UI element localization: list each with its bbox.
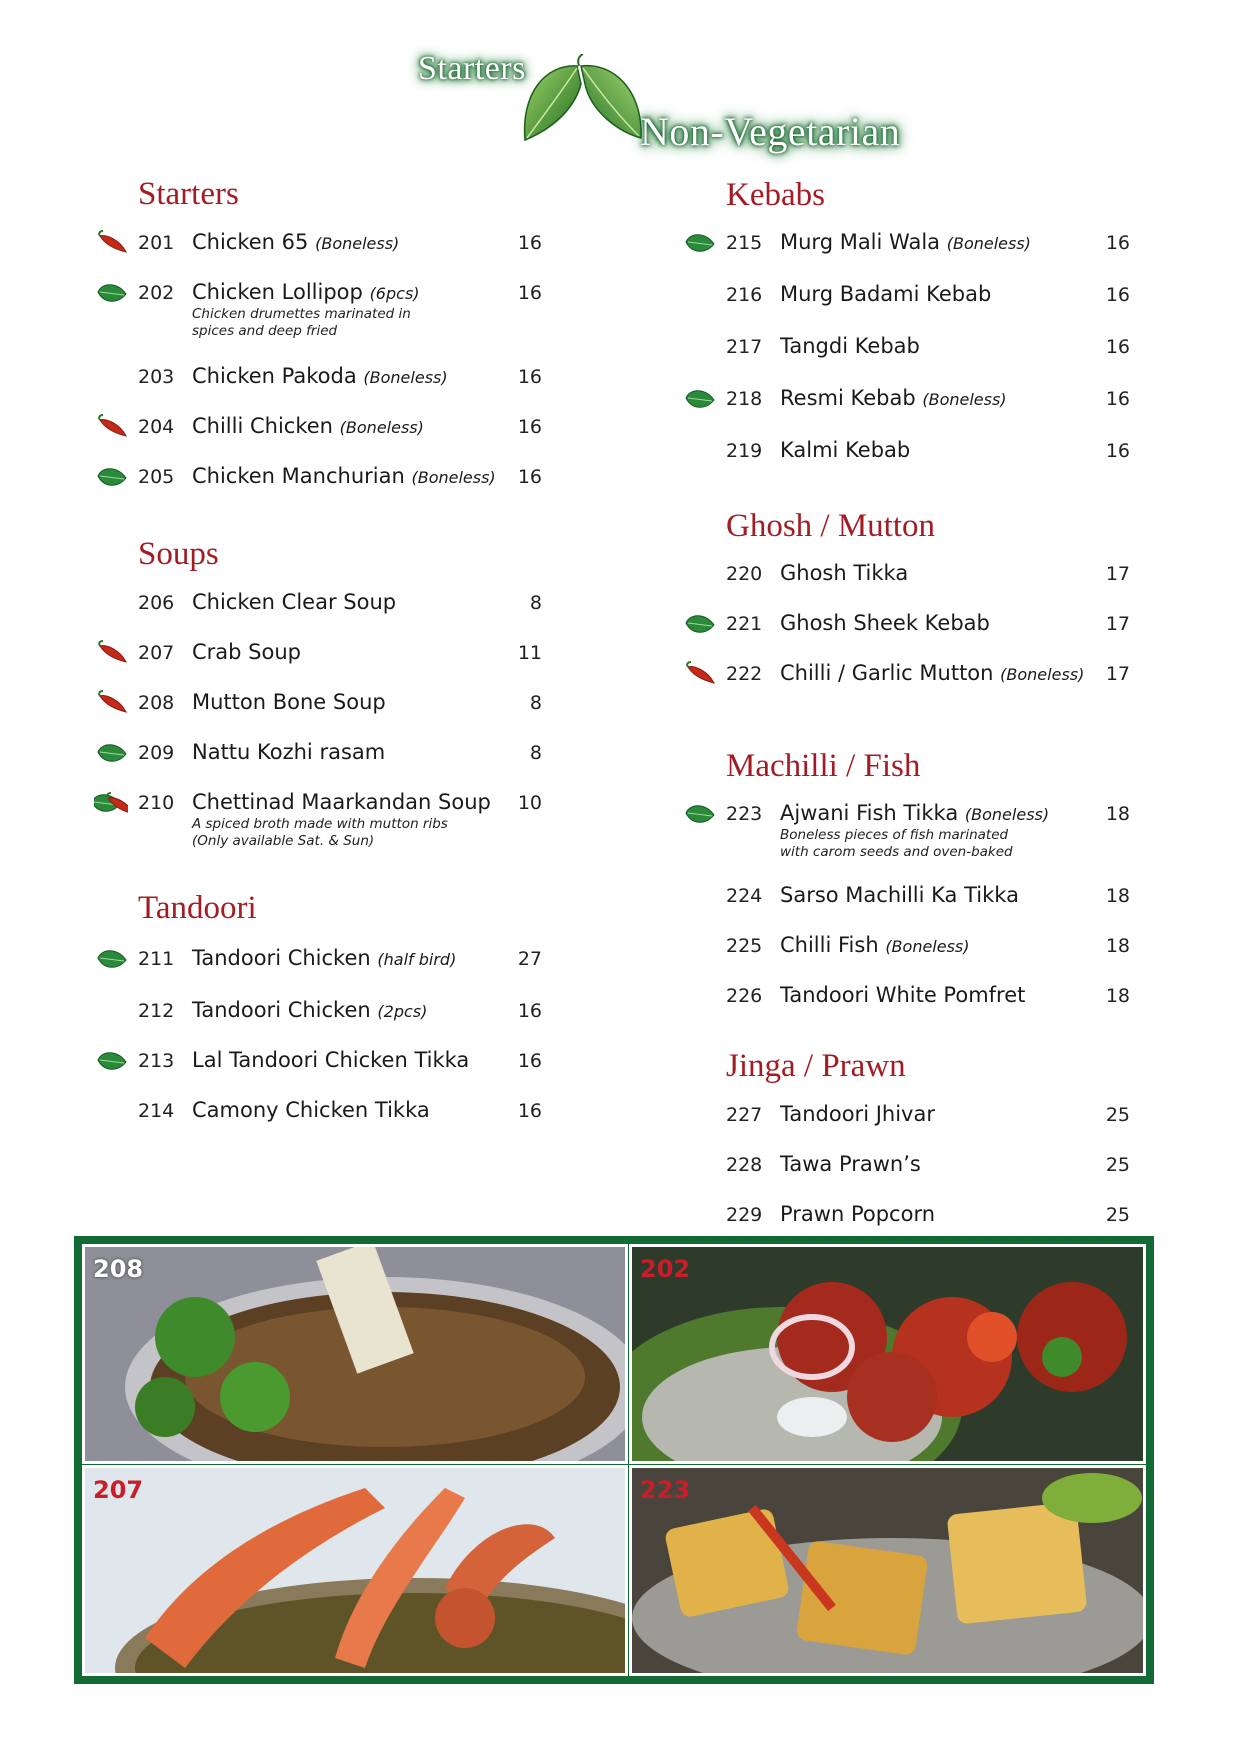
item-name-text: Chettinad Maarkandan Soup xyxy=(192,790,491,814)
item-name-text: Tangdi Kebab xyxy=(780,334,920,358)
item-number: 221 xyxy=(726,613,763,635)
item-name-text: Chilli Fish xyxy=(780,933,879,957)
section-title-soups: Soups xyxy=(138,536,219,572)
item-number: 210 xyxy=(138,792,175,814)
item-description-line: spices and deep fried xyxy=(192,323,338,339)
soup-bowl-image xyxy=(85,1247,628,1464)
menu-item xyxy=(138,948,542,988)
item-name-text: Prawn Popcorn xyxy=(780,1202,936,1226)
item-price: 16 xyxy=(517,232,542,254)
item-number: 229 xyxy=(726,1204,763,1226)
item-note: (2pcs) xyxy=(377,1002,428,1021)
menu-item xyxy=(138,592,542,632)
item-price: 25 xyxy=(1105,1104,1130,1126)
menu-item xyxy=(138,1050,542,1090)
item-name xyxy=(780,1102,935,1126)
item-description-line: (Only available Sat. & Sun) xyxy=(192,833,375,849)
item-name xyxy=(780,334,920,358)
item-note: (Boneless) xyxy=(1000,665,1085,684)
item-number: 225 xyxy=(726,935,763,957)
menu-item xyxy=(138,280,542,339)
item-name-text: Chicken Pakoda xyxy=(192,364,357,388)
item-price: 16 xyxy=(1105,440,1130,462)
item-note: (Boneless) xyxy=(411,468,496,487)
section-title-starters: Starters xyxy=(138,176,239,212)
item-name-text: Crab Soup xyxy=(192,640,301,664)
item-name xyxy=(192,998,427,1022)
leaf-icon xyxy=(682,611,716,637)
leaf-icon xyxy=(682,801,716,827)
item-name xyxy=(192,590,396,614)
chilli-icon xyxy=(94,640,128,666)
item-name xyxy=(780,1202,935,1226)
item-number: 209 xyxy=(138,742,175,764)
item-price: 17 xyxy=(1105,613,1130,635)
menu-item xyxy=(726,336,1130,376)
item-name-text: Resmi Kebab xyxy=(780,386,916,410)
item-name xyxy=(780,282,991,306)
item-note: (6pcs) xyxy=(369,284,420,303)
item-name-text: Mutton Bone Soup xyxy=(192,690,386,714)
item-number: 201 xyxy=(138,232,175,254)
menu-item xyxy=(726,1104,1130,1144)
item-name-text: Tandoori Chicken xyxy=(192,946,371,970)
item-name xyxy=(192,946,456,970)
item-description-line: Boneless pieces of fish marinated xyxy=(780,827,1009,843)
item-number: 228 xyxy=(726,1154,763,1176)
item-number: 222 xyxy=(726,663,763,685)
item-price: 8 xyxy=(529,742,542,764)
item-description-line: A spiced broth made with mutton ribs xyxy=(192,816,448,832)
section-title-prawn: Jinga / Prawn xyxy=(726,1048,906,1084)
photo-label: 202 xyxy=(640,1255,691,1283)
item-name-text: Tandoori White Pomfret xyxy=(780,983,1026,1007)
item-price: 25 xyxy=(1105,1154,1130,1176)
betel-leaves-icon xyxy=(515,54,655,164)
banner-nonveg-title: Non-Vegetarian xyxy=(640,109,901,154)
item-description xyxy=(192,306,411,340)
item-number: 227 xyxy=(726,1104,763,1126)
item-name-text: Ghosh Tikka xyxy=(780,561,909,585)
item-price: 16 xyxy=(517,1000,542,1022)
item-name-text: Sarso Machilli Ka Tikka xyxy=(780,883,1019,907)
photo-grid xyxy=(74,1236,1154,1684)
item-number: 217 xyxy=(726,336,763,358)
item-number: 215 xyxy=(726,232,763,254)
item-note: (Boneless) xyxy=(339,418,424,437)
item-note: (Boneless) xyxy=(946,234,1031,253)
item-name-text: Chilli / Garlic Mutton xyxy=(780,661,994,685)
item-price: 17 xyxy=(1105,563,1130,585)
photo-ajwani-fish-tikka xyxy=(629,1465,1146,1676)
item-name xyxy=(780,230,1031,254)
item-number: 218 xyxy=(726,388,763,410)
item-price: 10 xyxy=(517,792,542,814)
menu-item xyxy=(726,985,1130,1025)
section-title-tandoori: Tandoori xyxy=(138,890,257,926)
item-name xyxy=(192,1048,469,1072)
chilli-icon xyxy=(94,230,128,256)
leaf-icon xyxy=(94,464,128,490)
menu-item xyxy=(138,642,542,682)
item-number: 205 xyxy=(138,466,175,488)
photo-label: 208 xyxy=(93,1255,144,1283)
item-price: 18 xyxy=(1105,885,1130,907)
item-name-text: Chilli Chicken xyxy=(192,414,333,438)
item-name xyxy=(192,230,399,254)
item-note: (Boneless) xyxy=(885,937,970,956)
item-price: 17 xyxy=(1105,663,1130,685)
item-price: 18 xyxy=(1105,803,1130,825)
item-name xyxy=(780,983,1025,1007)
menu-item xyxy=(138,232,542,272)
item-price: 16 xyxy=(517,466,542,488)
photo-chicken-lollipop xyxy=(629,1244,1146,1464)
menu-item xyxy=(726,284,1130,324)
section-title-mutton: Ghosh / Mutton xyxy=(726,508,936,544)
banner-starters-title: Starters xyxy=(418,50,526,87)
item-name-text: Ajwani Fish Tikka xyxy=(780,801,959,825)
item-name xyxy=(192,364,448,388)
page-banner xyxy=(410,50,930,170)
menu-item xyxy=(726,613,1130,653)
item-price: 16 xyxy=(517,1100,542,1122)
item-price: 18 xyxy=(1105,935,1130,957)
menu-item xyxy=(726,885,1130,925)
item-number: 208 xyxy=(138,692,175,714)
item-name xyxy=(192,280,420,304)
item-name xyxy=(192,740,385,764)
item-note: (Boneless) xyxy=(922,390,1007,409)
photo-label: 207 xyxy=(93,1476,144,1504)
item-description-line: Chicken drumettes marinated in xyxy=(192,306,411,322)
item-price: 16 xyxy=(517,416,542,438)
menu-item xyxy=(138,466,542,506)
section-title-kebabs: Kebabs xyxy=(726,177,825,213)
menu-item xyxy=(726,663,1130,703)
item-name-text: Chicken Lollipop xyxy=(192,280,363,304)
chilli-icon xyxy=(94,690,128,716)
photo-label: 223 xyxy=(640,1476,691,1504)
leaf-icon xyxy=(94,1048,128,1074)
lollipop-plate-image xyxy=(632,1247,1146,1464)
item-name xyxy=(780,438,910,462)
item-number: 214 xyxy=(138,1100,175,1122)
item-note: (half bird) xyxy=(377,950,457,969)
item-name-text: Chicken Clear Soup xyxy=(192,590,397,614)
section-title-fish: Machilli / Fish xyxy=(726,748,921,784)
menu-item xyxy=(138,416,542,456)
item-name-text: Murg Badami Kebab xyxy=(780,282,992,306)
item-name-text: Tandoori Jhivar xyxy=(780,1102,935,1126)
item-description xyxy=(780,827,1013,861)
item-number: 212 xyxy=(138,1000,175,1022)
item-name-text: Camony Chicken Tikka xyxy=(192,1098,430,1122)
leaf-icon xyxy=(682,386,716,412)
item-note: (Boneless) xyxy=(315,234,400,253)
item-price: 25 xyxy=(1105,1204,1130,1226)
item-name-text: Murg Mali Wala xyxy=(780,230,941,254)
menu-item xyxy=(138,366,542,406)
menu-item xyxy=(726,388,1130,428)
item-name-text: Chicken Manchurian xyxy=(192,464,405,488)
item-number: 204 xyxy=(138,416,175,438)
item-number: 213 xyxy=(138,1050,175,1072)
fish-tikka-image xyxy=(632,1468,1146,1676)
chilli-icon xyxy=(682,661,716,687)
chilli-icon xyxy=(94,414,128,440)
item-description-line: with carom seeds and oven-baked xyxy=(780,844,1013,860)
item-price: 18 xyxy=(1105,985,1130,1007)
item-price: 16 xyxy=(1105,232,1130,254)
photo-crab-soup xyxy=(82,1465,628,1676)
item-number: 224 xyxy=(726,885,763,907)
item-name xyxy=(780,801,1049,825)
menu-item xyxy=(726,232,1130,272)
menu-item xyxy=(138,1100,542,1140)
item-price: 8 xyxy=(529,692,542,714)
item-price: 16 xyxy=(517,282,542,304)
menu-item xyxy=(138,742,542,782)
item-note: (Boneless) xyxy=(964,805,1050,824)
item-name xyxy=(192,1098,430,1122)
item-price: 8 xyxy=(529,592,542,614)
crab-soup-image xyxy=(85,1468,628,1676)
item-number: 203 xyxy=(138,366,175,388)
item-name-text: Lal Tandoori Chicken Tikka xyxy=(192,1048,470,1072)
menu-item xyxy=(138,692,542,732)
item-number: 216 xyxy=(726,284,763,306)
item-price: 16 xyxy=(1105,284,1130,306)
item-name xyxy=(192,790,491,814)
item-name-text: Tandoori Chicken xyxy=(192,998,371,1022)
item-name-text: Tawa Prawn’s xyxy=(780,1152,921,1176)
leaf-icon xyxy=(682,230,716,256)
item-number: 202 xyxy=(138,282,175,304)
item-description xyxy=(192,816,448,850)
item-number: 223 xyxy=(726,803,763,825)
item-name xyxy=(192,414,424,438)
menu-item xyxy=(138,1000,542,1040)
item-number: 211 xyxy=(138,948,175,970)
item-name xyxy=(780,386,1007,410)
item-name xyxy=(780,611,990,635)
item-number: 207 xyxy=(138,642,175,664)
item-name-text: Kalmi Kebab xyxy=(780,438,911,462)
menu-item xyxy=(726,1154,1130,1194)
item-name xyxy=(780,1152,921,1176)
leaf-chilli-icon xyxy=(94,790,128,816)
leaf-icon xyxy=(94,946,128,972)
item-name xyxy=(192,690,386,714)
item-name xyxy=(192,464,496,488)
item-name xyxy=(780,933,970,957)
item-name xyxy=(780,661,1084,685)
menu-item xyxy=(726,563,1130,603)
item-number: 226 xyxy=(726,985,763,1007)
item-name xyxy=(192,640,301,664)
photo-mutton-bone-soup xyxy=(82,1244,628,1464)
menu-item xyxy=(726,935,1130,975)
leaf-icon xyxy=(94,280,128,306)
item-name-text: Ghosh Sheek Kebab xyxy=(780,611,990,635)
menu-item xyxy=(138,790,542,849)
item-name-text: Nattu Kozhi rasam xyxy=(192,740,386,764)
item-number: 206 xyxy=(138,592,175,614)
item-number: 220 xyxy=(726,563,763,585)
item-name xyxy=(780,561,908,585)
leaf-icon xyxy=(94,740,128,766)
item-note: (Boneless) xyxy=(363,368,448,387)
item-price: 16 xyxy=(1105,388,1130,410)
item-price: 11 xyxy=(517,642,542,664)
menu-item xyxy=(726,801,1130,860)
menu-item xyxy=(726,440,1130,480)
item-price: 16 xyxy=(517,1050,542,1072)
item-number: 219 xyxy=(726,440,763,462)
item-price: 16 xyxy=(1105,336,1130,358)
item-price: 27 xyxy=(517,948,542,970)
item-name-text: Chicken 65 xyxy=(192,230,309,254)
item-name xyxy=(780,883,1019,907)
item-price: 16 xyxy=(517,366,542,388)
